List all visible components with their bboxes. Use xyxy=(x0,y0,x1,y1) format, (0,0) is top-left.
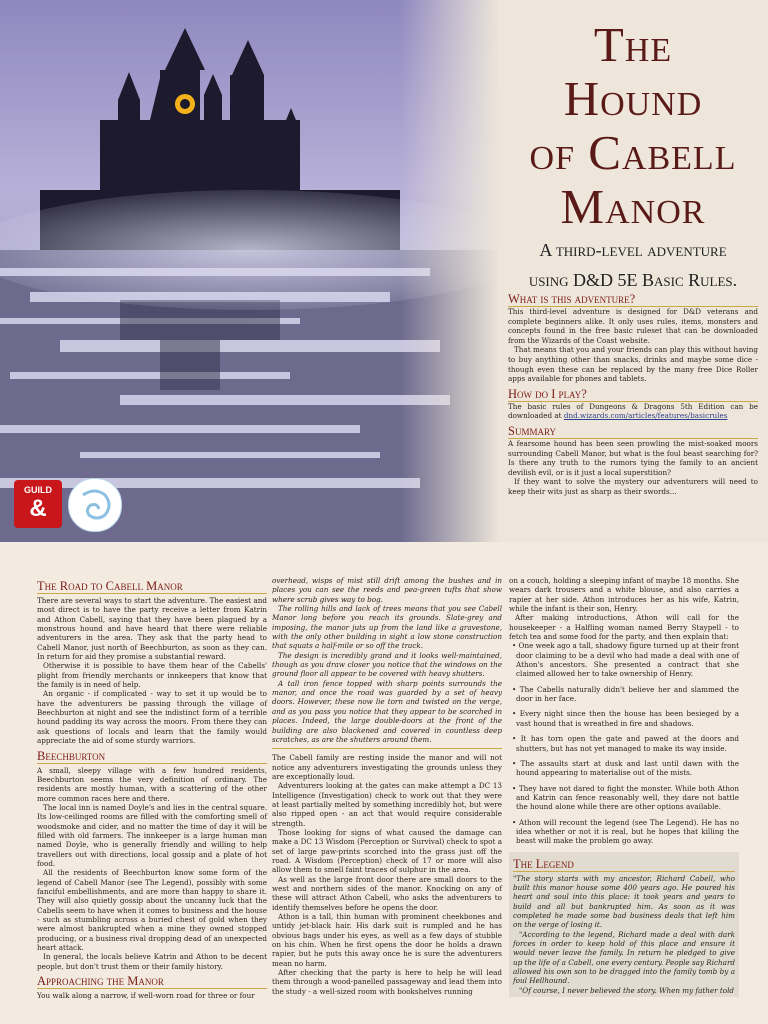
title-line-3: of Cabell xyxy=(529,125,737,180)
summary-paragraph-2: If they want to solve the mystery our adventurers will need to keep their wits just as sharp as their swords... xyxy=(508,477,758,496)
title-line-4: Manor xyxy=(560,179,706,234)
beechburton-paragraph-1: A small, sleepy village with a few hundred residents, Beechburton seems the very definition of ordinary. The residents are mostly human, with a scattering of the other more common races here and there. xyxy=(37,765,267,803)
legend-paragraph-3: "Of course, I never believed the story. When my father told xyxy=(519,985,734,995)
summary-heading: Summary xyxy=(508,425,758,439)
ampersand-dragon-icon: & xyxy=(29,495,47,522)
dnd-guild-logo-text: GUILD xyxy=(24,485,52,495)
how-text: The basic rules of Dungeons & Dragons 5th Edition can be downloaded at xyxy=(508,401,758,421)
content-page xyxy=(0,542,768,1024)
column-3 xyxy=(509,576,739,997)
study-paragraph-1: on a couch, holding a sleeping infant of maybe 18 months. She wears dark trousers and a white blouse, and also carries a rapier at her side. Athon introduces her as his wife, Katrin, while the infant is their son, Henry. xyxy=(509,576,739,614)
manor-paragraph-1: The Cabell family are resting inside the manor and will not notice any adventurers investigating the grounds unless they are exceptionally loud. xyxy=(272,753,502,781)
basic-rules-link[interactable]: dnd.wizards.com/articles/features/basicrules xyxy=(563,411,728,421)
list-item: • The assaults start at dusk and last until dawn with the hound appearing to materialise out of the mists. xyxy=(516,759,739,778)
cover-illustration xyxy=(0,0,500,542)
beechburton-paragraph-3: All the residents of Beechburton know some form of the legend of Cabell Manor (see The Legend), possibly with some fanciful embellishments, and are more than happy to share it. They will also quietly gossip about the uncanny luck that the Cabells seem to have when it comes to business and the house - such as stumbling across a buried chest of gold when they were almost bankrupted when a mine they owned stopped producing, or a business rival dropping dead of an unexpected heart attack. xyxy=(37,868,267,953)
legend-paragraph-2: "According to the legend, Richard made a deal with dark forces in order to keep hold of this place and ensure it would never leave the family. In return he pledged to give up the life of a Cabell, one every century. People say Richard allowed his own son to be dragged into the family tomb by a foul Hellhound. xyxy=(513,929,735,986)
approach-paragraph-1: You walk along a narrow, if well-worn road for three or four xyxy=(37,991,255,1001)
manor-paragraph-2: Adventurers looking at the gates can make attempt a DC 13 Intelligence (Investigation) check to work out that they were at least partially melted by something incredibly hot, but were also ripped open - an act that would require considerable strength. xyxy=(272,781,502,828)
title-line-1: The xyxy=(593,17,673,72)
swirl-icon xyxy=(69,479,121,531)
manor-paragraph-6: After checking that the party is here to help he will lead them through a wood-panelled passageway and lead them into the study - a well-sized room with bookshelves running xyxy=(272,968,502,996)
legend-paragraph-1: "The story starts with my ancestor, Richard Cabell, who built this manor house some 400 years ago. He poured his heart and soul into this place: it took years and years to build and all but bankrupted him. As soon as it was completed he made some bad business deals that left him on the verge of losing it. xyxy=(513,873,735,930)
read-aloud-paragraph-4: A tall iron fence topped with sharp points surrounds the manor, and once the road was guarded by a set of heavy doors. However, these now lie torn and twisted on the verge, and as you pass you notice that they appear to be scorched in places. Indeed, the large double-doors at the front of the building are also blackened and covered in countless deep scratches, as are the shutters around them. xyxy=(272,678,502,744)
what-paragraph-1: This third-level adventure is designed for D&D veterans and complete beginners alike. It only uses rules, items, monsters and concepts found in the free basic ruleset that can be downloaded from the Wizards of the Coast website. xyxy=(508,307,758,345)
column-2 xyxy=(272,576,502,996)
list-item: • Athon will recount the legend (see The Legend). He has no idea whether or not it is real, but he hopes that killing the beast will make the problem go away. xyxy=(516,818,739,846)
what-heading: What is this adventure? xyxy=(508,293,758,307)
study-paragraph-2: After making introductions, Athon will call for the housekeeper - a Halfling woman named Berry Staypell - to fetch tea and some food for the party, and then explain that: xyxy=(509,613,739,642)
road-paragraph-2: Otherwise it is possible to have them hear of the Cabells' plight from friendly merchants or innkeepers that know that the family is in need of help. xyxy=(37,661,267,690)
summary-paragraph-1: A fearsome hound has been seen prowling the mist-soaked moors surrounding Cabell Manor, but what is the foul beast searching for? Is there any truth to the rumors tying the family to an ancient devilish evil, or is it just a local superstition? xyxy=(508,438,758,477)
dnd-guild-logo xyxy=(14,480,62,528)
beechburton-paragraph-2: The local inn is named Doyle's and lies in the central square. Its low-ceilinged rooms are filled with the comforting smell of woodsmoke and cider, and no matter the time of day it will be filled with old farmers. The innkeeper is a large human man named Doyle, who is generally friendly and willing to help travellers out with directions, local gossip and a plate of hot food. xyxy=(37,802,267,868)
read-aloud-paragraph-1: overhead, wisps of mist still drift among the bushes and in places you can see the reeds and pea-green tufts that show where scrub gives way to bog. xyxy=(272,576,502,604)
list-item: • They have not dared to fight the monster. While both Athon and Katrin can fence reasonably well, they dare not battle the hound alone while there are other options available. xyxy=(516,784,739,812)
column-1 xyxy=(37,576,267,1000)
adventure-subtitle xyxy=(498,235,768,295)
section-divider xyxy=(272,748,502,749)
road-paragraph-3: An organic - if complicated - way to set it up would be to have the adventurers be passing through the village of Beechburton at night and see the indistinct form of a terrible hound padding its way across the moors. From there they can ask questions of locals and learn that the family would appreciate the aid of some sturdy warriors. xyxy=(37,689,267,746)
read-aloud-paragraph-2: The rolling hills and lack of trees means that you see Cabell Manor long before you reach its grounds. Slate-grey and imposing, the manor juts up from the land like a gravestone, with the only other building in sight a low stone construction that squats a half-mile or so off the track. xyxy=(272,604,502,651)
beechburton-heading: Beechburton xyxy=(37,750,267,764)
adventure-title xyxy=(498,18,768,234)
subtitle-line-1: A third-level adventure xyxy=(539,240,727,260)
road-heading: The Road to Cabell Manor xyxy=(37,580,267,594)
beechburton-paragraph-4: In general, the locals believe Katrin and Athon to be decent people, but don't trust them or their family history. xyxy=(37,952,267,971)
dms-guild-logo xyxy=(68,478,122,532)
approach-heading: Approaching the Manor xyxy=(37,975,267,989)
title-line-2: Hound xyxy=(563,71,703,126)
subtitle-line-2: using D&D 5E Basic Rules. xyxy=(528,270,738,290)
list-item: • The Cabells naturally didn't believe her and slammed the door in her face. xyxy=(516,685,739,704)
manor-paragraph-5: Athon is a tall, thin human with prominent cheekbones and untidy jet-black hair. His dark suit is rumpled and he has obvious bags under his eyes, as well as a few days of stubble on his chin. When he first opens the door he holds a drawn rapier, but he puts this away once he is sure the adventurers mean no harm. xyxy=(272,912,502,968)
read-aloud-box xyxy=(272,576,502,744)
manor-paragraph-4: As well as the large front door there are small doors to the west and northern sides of the manor. Knocking on any of these will attract Athon Cabell, who asks the adventurers to identify themselves before he opens the door. xyxy=(272,874,502,912)
how-heading: How do I play? xyxy=(508,388,758,402)
manor-paragraph-3: Those looking for signs of what caused the damage can make a DC 13 Wisdom (Perception or Survival) check to spot a set of large paw-prints scorched into the grass just off the road. A Wisdom (Perception) check of 17 or more will also allow them to smell faint traces of sulphur in the area. xyxy=(272,827,502,875)
legend-heading: The Legend xyxy=(513,858,735,872)
haunted-manor-illustration xyxy=(0,0,500,542)
legend-box xyxy=(509,852,739,997)
road-paragraph-1: There are several ways to start the adventure. The easiest and most direct is to have the party receive a letter from Katrin and Athon Cabell, saying that they have been plagued by a monstrous hound and have heard that there were reliable adventurers in the area. They ask that the party head to Cabell Manor, just north of Beechburton, as soon as they can. In return for aid they promise a substantial reward. xyxy=(37,596,267,662)
what-paragraph-2: That means that you and your friends can play this without having to buy anything other than snacks, drinks and maybe some dice - though even these can be replaced by the many free Dice Roller apps available for phones and tablets. xyxy=(508,345,758,384)
intro-section xyxy=(508,293,758,497)
list-item: • Every night since then the house has been besieged by a vast hound that is wreathed in fire and shadows. xyxy=(516,709,739,728)
how-paragraph xyxy=(508,402,758,421)
read-aloud-paragraph-3: The design is incredibly grand and it looks well-maintained, though as you draw closer you notice that the windows on the ground floor all appear to be covered with heavy shutters. xyxy=(272,650,502,679)
list-item: • One week ago a tall, shadowy figure turned up at their front door claiming to be a devil who had made a deal with one of Athon's ancestors. She presented a contract that she claimed allowed her to take ownership of Henry. xyxy=(516,641,739,678)
athon-explanation-list xyxy=(509,641,739,845)
list-item: • It has torn open the gate and pawed at the doors and shutters, but has not yet managed to make its way inside. xyxy=(516,734,739,753)
